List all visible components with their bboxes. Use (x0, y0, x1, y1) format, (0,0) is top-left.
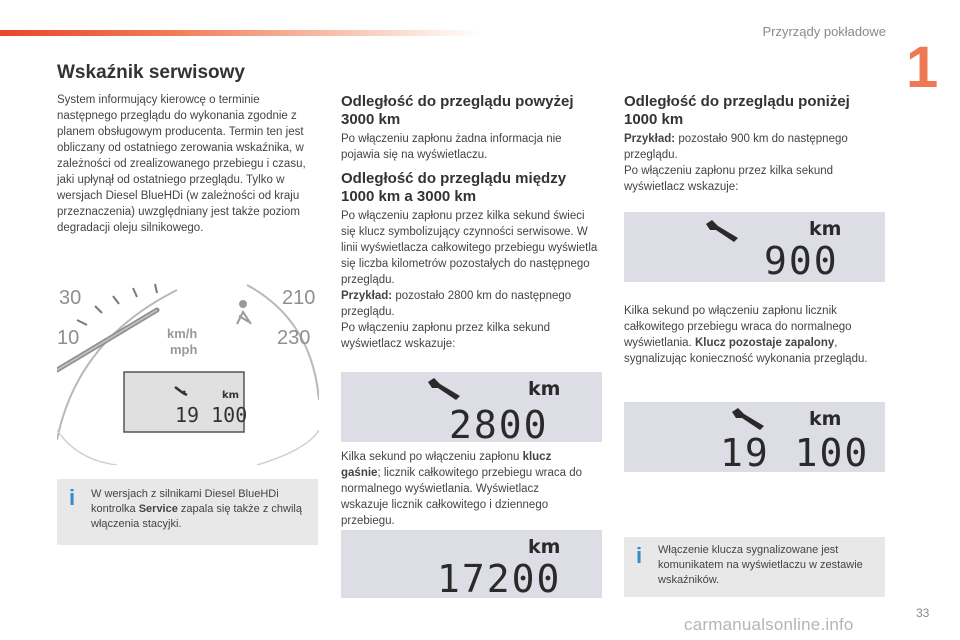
info-box-service (57, 479, 318, 545)
speed-label-210: 210 (282, 287, 316, 309)
page-title: Wskaźnik serwisowy (57, 62, 245, 83)
display-17200 (341, 530, 602, 601)
unit-mph: mph (170, 342, 198, 357)
paragraph-key-off: Kilka sekund po włączeniu zapłonu klucz gaśnie; licznik całkowitego przebiegu wraca do normalnego wyświetlania. Wyświetlacz wskazuje licznik całkowitego i dziennego przebiegu. (341, 451, 582, 527)
header-accent-bar (0, 30, 480, 36)
km-label: km (809, 408, 842, 430)
speed-label-30: 30 (59, 287, 82, 309)
heading-below-1000: Odległość do przeglądu poniżej 1000 km (624, 93, 850, 128)
info-box-key-message (624, 537, 885, 597)
info-icon: i (69, 485, 76, 510)
cluster-lcd-value: 19 100 (175, 403, 248, 427)
odometer-value: 19 100 (720, 431, 870, 475)
heading-above-3000: Odległość do przeglądu powyżej 3000 km (341, 93, 574, 128)
km-label: km (528, 536, 561, 558)
paragraph-above-3000: Po włączeniu zapłonu żadna informacja nie pojawia się na wyświetlaczu. (341, 133, 562, 161)
wrench-icon (426, 376, 464, 402)
section-title: Przyrządy pokładowe (762, 24, 886, 39)
instrument-cluster-illustration (57, 280, 319, 465)
paragraph-below-1000: Przykład: pozostało 900 km do następnego przeglądu. Po włączeniu zapłonu przez kilka sekund wyświetlacz wskazuje: (624, 133, 848, 193)
paragraph-key-stays-on: Kilka sekund po włączeniu zapłonu licznik całkowitego przebiegu wraca do normalnego wyświetlania. Klucz pozostaje zapalony, sygnalizując konieczność wykonania przeglądu. (624, 305, 868, 365)
info-text-key-message: Włączenie klucza sygnalizowane jest komunikatem na wyświetlaczu w zestawie wskaźników. (658, 544, 863, 586)
speed-label-10: 10 (57, 327, 80, 349)
unit-kmh: km/h (167, 326, 198, 341)
speed-label-230: 230 (277, 327, 311, 349)
display-900 (624, 212, 885, 282)
paragraph-1000-3000: Po włączeniu zapłonu przez kilka sekund świeci się klucz symbolizujący czynności serwisowe. W linii wyświetlacza całkowitego przebiegu wyświetla się liczba kilometrów pozostałych do następnego przeglądu. Przykład: pozostało 2800 km do następnego przeglądu. Po włączeniu zapłonu przez kilka sekund wyświetlacz wskazuje: (341, 210, 598, 350)
watermark: carmanualsonline.info (684, 615, 854, 634)
display-2800 (341, 372, 602, 447)
km-label: km (528, 378, 561, 400)
intro-paragraph: System informujący kierowcę o terminie następnego przeglądu do wykonania zgodnie z planem obsługowym producenta. Termin ten jest obliczany od ostatniego zerowania wskaźnika, w zależności od zrealizowanego przebiegu i czasu, jaki upłynął od ostatniego przeglądu. Tylko w wersjach Diesel BlueHDi (w zależności od kraju przeznaczenia) uwzględniany jest także poziom degradacji oleju silnikowego. (57, 94, 306, 234)
info-icon: i (636, 543, 643, 568)
info-text-service: W wersjach z silnikami Diesel BlueHDi kontrolka Service zapala się także z chwilą włączenia stacyjki. (91, 488, 302, 530)
km-label: km (809, 218, 842, 240)
wrench-icon (730, 406, 768, 432)
wrench-icon (704, 218, 742, 244)
page-number: 33 (916, 606, 930, 620)
odometer-value: 900 (764, 239, 839, 283)
display-19100 (624, 402, 885, 475)
odometer-value: 2800 (449, 403, 549, 447)
odometer-value: 17200 (437, 557, 562, 601)
heading-1000-3000: Odległość do przeglądu między 1000 km a 3000 km (341, 170, 567, 205)
cluster-lcd-km: km (222, 390, 240, 401)
chapter-number: 1 (906, 35, 939, 100)
